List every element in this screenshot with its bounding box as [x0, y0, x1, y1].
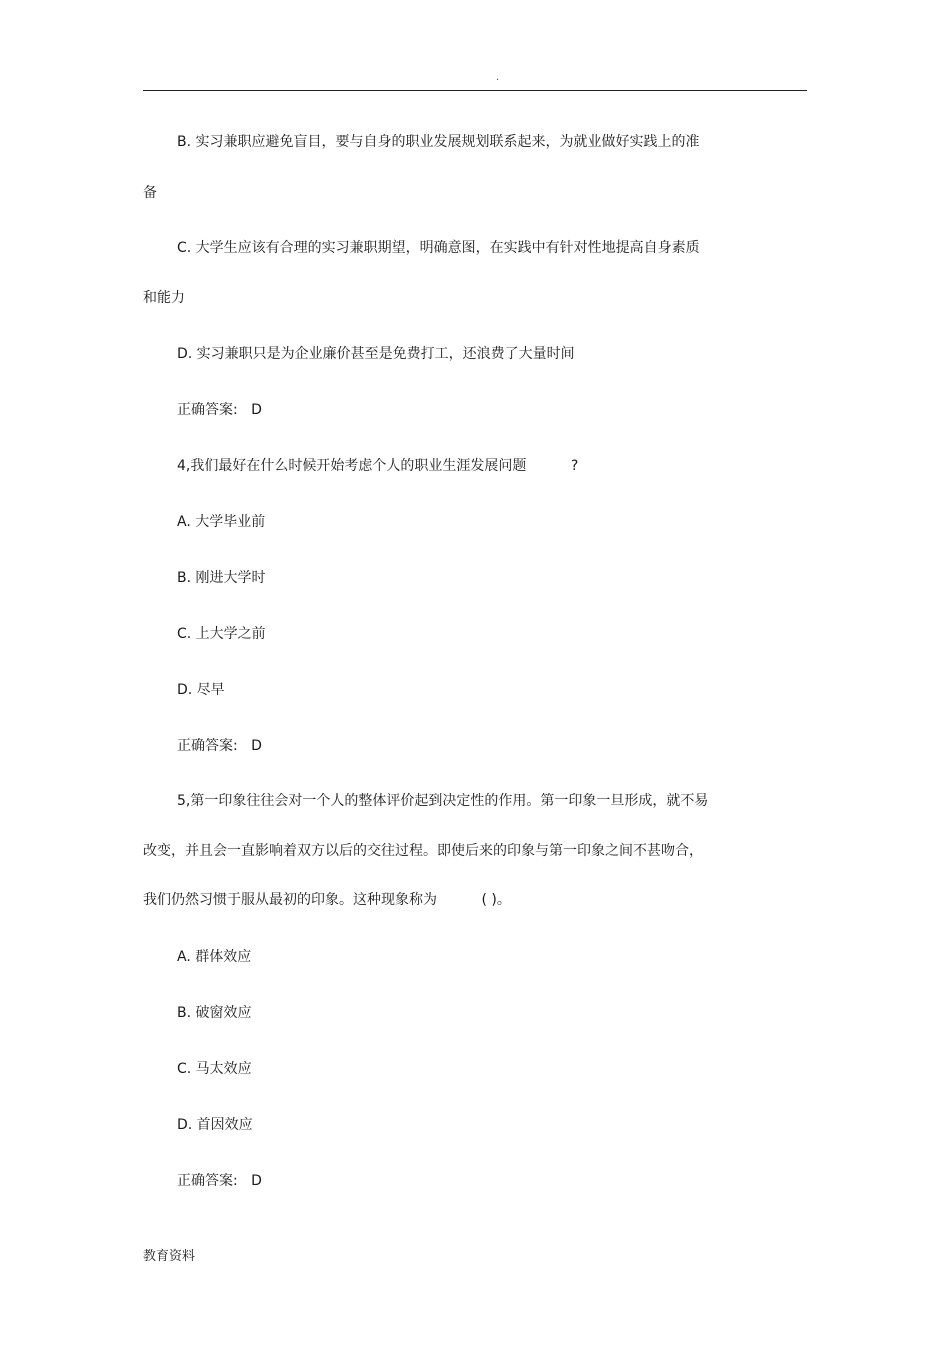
option-5c: C. 马太效应 — [177, 1061, 252, 1077]
option-4d: D. 尽早 — [177, 682, 225, 698]
answer-5: 正确答案: D — [177, 1173, 262, 1189]
answer-4: 正确答案: D — [177, 738, 262, 754]
question-4: 4,我们最好在什么时候开始考虑个人的职业生涯发展问题 ? — [177, 458, 579, 474]
option-3b-line1: B. 实习兼职应避免盲目，要与自身的职业发展规划联系起来，为就业做好实践上的准 — [177, 134, 700, 150]
header-rule — [143, 90, 807, 91]
option-3d: D. 实习兼职只是为企业廉价甚至是免费打工，还浪费了大量时间 — [177, 346, 575, 362]
option-4a: A. 大学毕业前 — [177, 514, 266, 530]
option-3b-line2: 备 — [143, 185, 157, 201]
option-4c: C. 上大学之前 — [177, 626, 266, 642]
option-5a: A. 群体效应 — [177, 949, 252, 965]
option-5b: B. 破窗效应 — [177, 1005, 252, 1021]
option-3c-line2: 和能力 — [143, 290, 185, 306]
option-5d: D. 首因效应 — [177, 1117, 253, 1133]
footer-label: 教育资料 — [143, 1249, 196, 1264]
answer-3: 正确答案: D — [177, 402, 262, 418]
header-mark: . — [496, 72, 500, 83]
question-5-line3: 我们仍然习惯于服从最初的印象。这种现象称为 ( )。 — [143, 892, 511, 908]
option-3c-line1: C. 大学生应该有合理的实习兼职期望，明确意图，在实践中有针对性地提高自身素质 — [177, 240, 700, 256]
option-4b: B. 刚进大学时 — [177, 570, 266, 586]
question-5-line1: 5,第一印象往往会对一个人的整体评价起到决定性的作用。第一印象一旦形成，就不易 — [177, 793, 709, 809]
question-5-line2: 改变，并且会一直影响着双方以后的交往过程。即使后来的印象与第一印象之间不甚吻合， — [143, 843, 703, 859]
